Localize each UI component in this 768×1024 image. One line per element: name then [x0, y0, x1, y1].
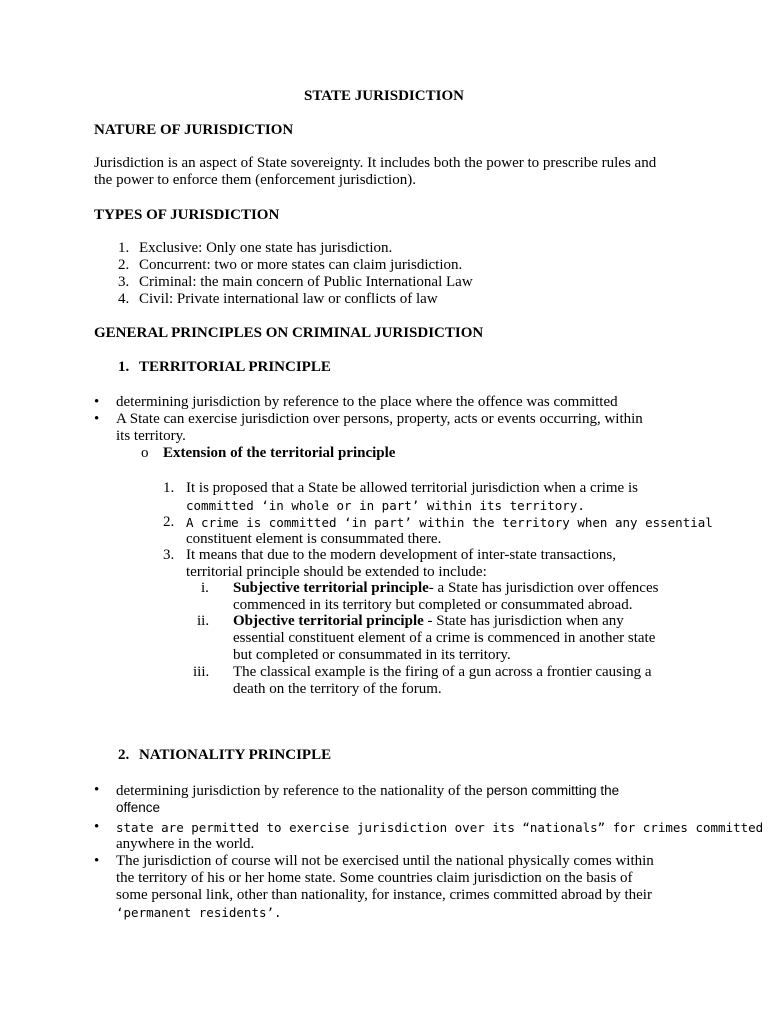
bullet: •: [94, 853, 100, 869]
heading-nature: NATURE OF JURISDICTION: [94, 122, 294, 138]
territorial-bullet-text: its territory.: [116, 428, 186, 444]
bullet: •: [94, 782, 100, 798]
point-number: 3.: [163, 547, 175, 563]
nationality-bullet-text: the territory of his or her home state. Some countries claim jurisdiction on the basis of: [116, 870, 633, 886]
list-number: 4.: [118, 291, 130, 307]
point-text: constituent element is consummated there.: [186, 531, 442, 547]
nature-text-line: Jurisdiction is an aspect of State sovereignty. It includes both the power to prescribe rules and: [94, 155, 657, 171]
roman-text: death on the territory of the forum.: [233, 681, 442, 697]
roman-text-rest: - State has jurisdiction when any: [423, 613, 624, 629]
section-number: 2.: [118, 747, 130, 763]
roman-text: [233, 580, 658, 597]
heading-territorial-principle: TERRITORIAL PRINCIPLE: [139, 359, 331, 375]
roman-text: [233, 613, 624, 630]
term-subjective: Subjective territorial principle: [233, 580, 429, 596]
nationality-bullet-text: some personal link, other than nationality, for instance, crimes committed abroad by their: [116, 887, 652, 903]
heading-nationality-principle: NATIONALITY PRINCIPLE: [139, 747, 332, 763]
point-number: 2.: [163, 514, 175, 530]
sub-bullet-marker: o: [141, 445, 149, 461]
nationality-text-part: determining jurisdiction by reference to the nationality of the: [116, 783, 487, 799]
list-number: 2.: [118, 257, 130, 273]
roman-number: i.: [201, 580, 209, 596]
roman-text: but completed or consummated in its territory.: [233, 647, 511, 663]
point-text: territorial principle should be extended to include:: [186, 564, 487, 580]
nationality-bullet-text: ‘permanent residents’.: [116, 905, 282, 920]
document-title: STATE JURISDICTION: [304, 88, 464, 104]
nationality-bullet-text: state are permitted to exercise jurisdiction over its “nationals” for crimes committed: [116, 820, 764, 835]
roman-number: iii.: [193, 664, 210, 680]
roman-text: The classical example is the firing of a gun across a frontier causing a: [233, 664, 652, 680]
nationality-bullet-text: The jurisdiction of course will not be exercised until the national physically comes within: [116, 853, 654, 869]
list-number: 1.: [118, 240, 130, 256]
list-number: 3.: [118, 274, 130, 290]
list-item: Exclusive: Only one state has jurisdiction.: [139, 240, 393, 256]
bullet: •: [94, 819, 100, 835]
nationality-bullet-text: offence: [116, 800, 161, 815]
bullet: •: [94, 411, 100, 427]
nationality-bullet-text: anywhere in the world.: [116, 836, 255, 852]
section-number: 1.: [118, 359, 130, 375]
term-objective: Objective territorial principle: [233, 613, 424, 629]
nationality-bullet-text: [116, 782, 619, 800]
point-text: It means that due to the modern development of inter-state transactions,: [186, 547, 616, 563]
roman-text: commenced in its territory but completed or consummated abroad.: [233, 597, 633, 613]
roman-text-rest: - a State has jurisdiction over offences: [428, 580, 659, 596]
heading-general-principles: GENERAL PRINCIPLES ON CRIMINAL JURISDICTION: [94, 325, 484, 341]
territorial-bullet-text: A State can exercise jurisdiction over persons, property, acts or events occurring, within: [116, 411, 643, 427]
roman-number: ii.: [197, 613, 210, 629]
list-item: Criminal: the main concern of Public International Law: [139, 274, 473, 290]
point-text: committed ‘in whole or in part’ within its territory.: [186, 498, 585, 513]
nationality-text-part: person committing the: [486, 783, 620, 798]
point-number: 1.: [163, 480, 175, 496]
roman-text: essential constituent element of a crime is commenced in another state: [233, 630, 656, 646]
list-item: Civil: Private international law or conflicts of law: [139, 291, 438, 307]
subheading-extension: Extension of the territorial principle: [163, 445, 396, 461]
territorial-bullet-text: determining jurisdiction by reference to the place where the offence was committed: [116, 394, 618, 410]
heading-types: TYPES OF JURISDICTION: [94, 207, 280, 223]
point-text: A crime is committed ‘in part’ within the territory when any essential: [186, 515, 713, 530]
point-text: It is proposed that a State be allowed territorial jurisdiction when a crime is: [186, 480, 638, 496]
list-item: Concurrent: two or more states can claim jurisdiction.: [139, 257, 463, 273]
nature-text-line: the power to enforce them (enforcement jurisdiction).: [94, 172, 416, 188]
bullet: •: [94, 394, 100, 410]
